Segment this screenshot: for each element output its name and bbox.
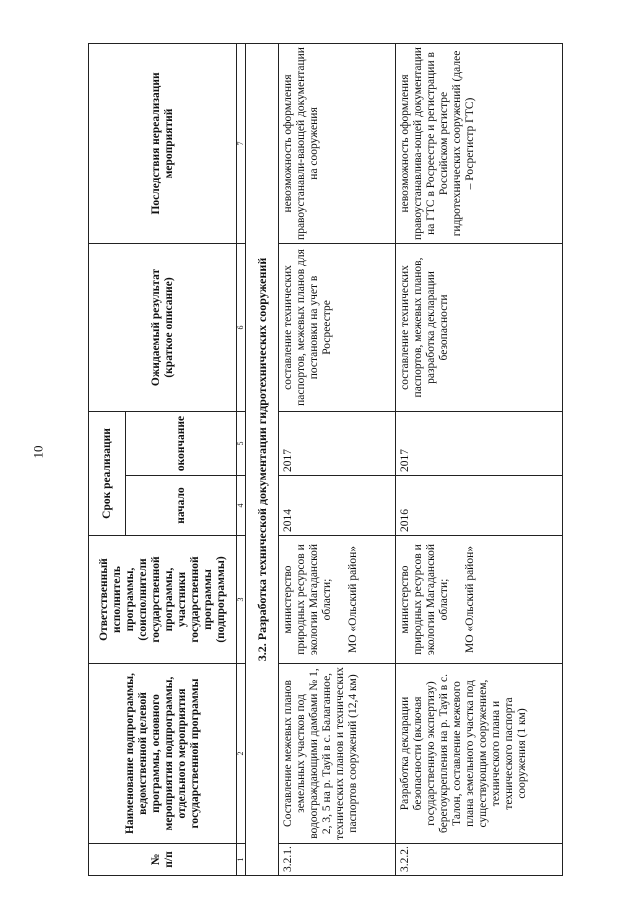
- row-executor: министерство природных ресурсов и экологии Магаданской области; МО «Ольский район»: [279, 536, 396, 664]
- row-consequence: невозможность оформления правоустанавлива-ющей документации на ГТС в Росреестре и регистрации в Российском регистре гидротехнических сооружений (далее – Росрегистр ГТС): [396, 43, 563, 243]
- column-number: 1: [237, 844, 246, 876]
- table-row: [279, 43, 396, 875]
- header-result: Ожидаемый результат (краткое описание): [89, 243, 237, 411]
- row-start: 2014: [279, 476, 396, 536]
- header-consequence: Последствия нереализации мероприятий: [89, 43, 237, 243]
- column-number: 2: [237, 664, 246, 844]
- header-row-1: [89, 43, 126, 875]
- header-start: начало: [126, 476, 237, 536]
- row-result: составление технических паспортов, межевых планов, разработка декларации безопасности: [396, 243, 563, 411]
- column-number: 6: [237, 243, 246, 411]
- column-number: 7: [237, 43, 246, 243]
- section-title: 3.2. Разработка технической документации гидротехнических сооружений: [246, 43, 279, 875]
- header-num: № п/п: [89, 844, 237, 876]
- row-consequence: невозможность оформления правоустанавли-вающей документации на сооружения: [279, 43, 396, 243]
- row-number: 3.2.1.: [279, 844, 396, 876]
- table-row: [396, 43, 563, 875]
- column-number: 4: [237, 476, 246, 536]
- rotated-page-content: [88, 44, 640, 876]
- column-number: 3: [237, 536, 246, 664]
- header-name: Наименование подпрограммы, ведомственной целевой программы, основного мероприятия подпрограммы, отдельного мероприятия государственной программы: [89, 664, 237, 844]
- row-name: Разработка декларации безопасности (включая государственную экспертизу) берегоукрепления на р. Тауй в с. Талон, составление межевого плана земельного участка под существующим сооружением, технического плана и технического паспорта сооружения (1 км): [396, 664, 563, 844]
- row-end: 2017: [396, 411, 563, 475]
- section-row: [246, 43, 279, 875]
- row-end: 2017: [279, 411, 396, 475]
- header-period: Срок реализации: [89, 411, 126, 535]
- row-result: составление технических паспортов, межевых планов для постановки на учет в Росреестре: [279, 243, 396, 411]
- row-start: 2016: [396, 476, 563, 536]
- header-executor: Ответственный исполнитель программы, (соисполнители государственной программы, участники государственной программы (подпрограммы): [89, 536, 237, 664]
- page-number: 10: [30, 445, 46, 459]
- column-numbers-row: [237, 43, 246, 875]
- measures-table: [88, 43, 563, 876]
- row-number: 3.2.2.: [396, 844, 563, 876]
- row-name: Составление межевых планов земельных участков под водоограждающими дамбами № 1, 2, 3, 5 на р. Тауй в с. Балаганное, технических планов и технических паспортов сооружений (12,4 км): [279, 664, 396, 844]
- header-end: окончание: [126, 411, 237, 475]
- row-executor: министерство природных ресурсов и экологии Магаданской области; МО «Ольский район»: [396, 536, 563, 664]
- column-number: 5: [237, 411, 246, 475]
